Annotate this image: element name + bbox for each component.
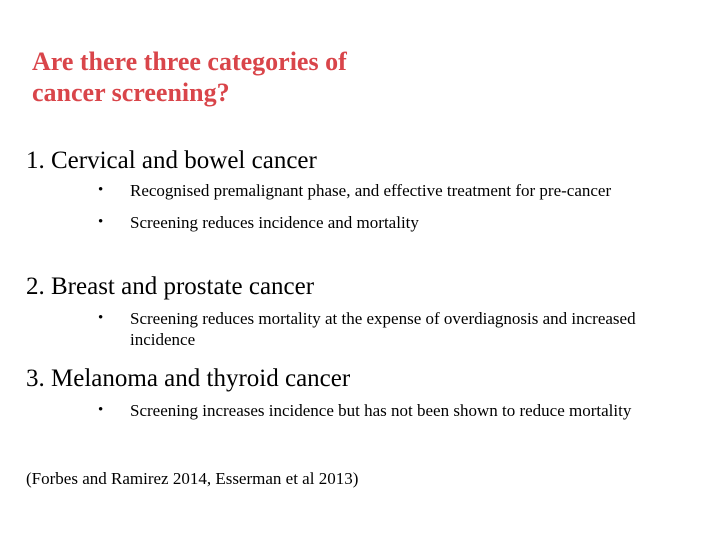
bullet-list	[26, 308, 696, 350]
section-cervical-bowel	[26, 146, 696, 233]
bullet-item	[26, 308, 650, 350]
title-line-2: cancer screening?	[32, 78, 230, 107]
section-breast-prostate	[26, 272, 696, 350]
bullet-list	[26, 400, 696, 421]
bullet-item	[26, 180, 650, 201]
title-line-1: Are there three categories of	[32, 47, 347, 76]
bullet-marker: •	[98, 310, 104, 326]
bullet-marker: •	[98, 182, 104, 198]
section-heading: 2. Breast and prostate cancer	[26, 273, 315, 300]
section-heading: 3. Melanoma and thyroid cancer	[26, 365, 351, 392]
bullet-text: Screening reduces mortality at the expense of overdiagnosis and increased incidence	[130, 309, 636, 349]
bullet-marker: •	[98, 402, 104, 418]
bullet-list	[26, 180, 696, 233]
slide-title	[32, 46, 672, 108]
bullet-text: Recognised premalignant phase, and effective treatment for pre-cancer	[130, 181, 612, 200]
bullet-item	[26, 400, 650, 421]
section-heading: 1. Cervical and bowel cancer	[26, 147, 317, 174]
bullet-item	[26, 212, 650, 233]
bullet-text: Screening reduces incidence and mortality	[130, 213, 419, 232]
section-melanoma-thyroid	[26, 364, 696, 421]
bullet-marker: •	[98, 214, 104, 230]
citation: (Forbes and Ramirez 2014, Esserman et al 2013)	[26, 469, 359, 488]
bullet-text: Screening increases incidence but has not been shown to reduce mortality	[130, 401, 632, 420]
